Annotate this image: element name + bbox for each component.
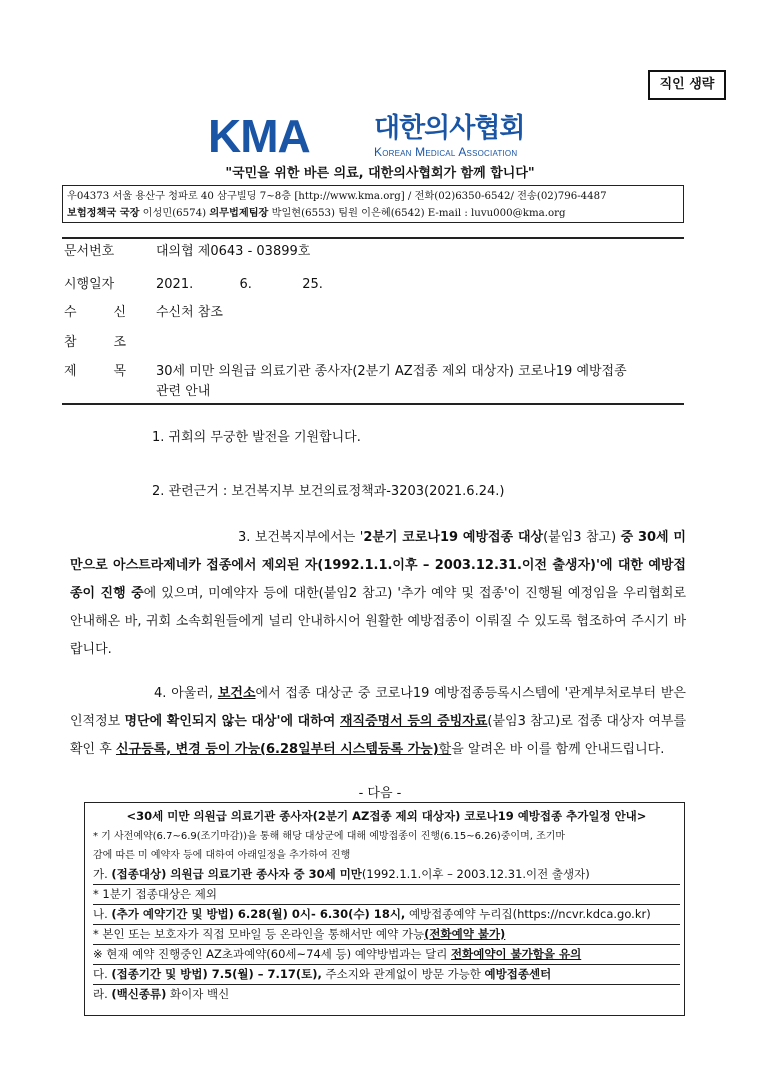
- ra-rest: 화이자 백신: [166, 987, 230, 1001]
- p4-f: 재직증명서 등의 증빙자료: [339, 714, 488, 729]
- subject-label-1: 제: [64, 364, 77, 379]
- contact-info-box: [62, 185, 684, 223]
- ra-bold: (백신종류): [111, 987, 167, 1001]
- subject-label: [64, 362, 140, 382]
- logo-english-name: [374, 145, 554, 162]
- na-bold: (추가 예약기간 및 방법) 6.28(월) 0시- 6.30(수) 18시,: [111, 907, 406, 921]
- da-bold: (접종기간 및 방법) 7.5(월) – 7.17(토),: [111, 967, 322, 981]
- date-value: [156, 275, 676, 295]
- p3-c: (붙임3 참고): [543, 530, 621, 545]
- contact-rest: 박일현(6553) 팀원 이은혜(6542) E-mail : luvu000@kma.org: [268, 208, 566, 219]
- reference-label-1: 참: [64, 335, 77, 350]
- p3-e: '에 대한 예방접종이 진행 중: [70, 558, 686, 601]
- kma-logo: [208, 110, 553, 162]
- ra-prefix: 라.: [93, 987, 112, 1001]
- p3-a: 3. 보건복지부에서는 ': [238, 530, 364, 545]
- reference-label-2: 조: [113, 335, 126, 350]
- schedule-item-ga-note: [93, 885, 680, 905]
- p3-d: 중 30세 미만으로 아스트라제네카 접종에서 제외된 자(1992.1.1.이후 – 2003.12.31.이전 출생자): [70, 530, 686, 573]
- recipient-label-2: 신: [113, 305, 126, 320]
- p4-h: 신규등록, 변경 등이 가능(6.28일부터 시스템등록 가능): [115, 742, 439, 757]
- na-note-bold: (전화예약 불가): [424, 927, 506, 941]
- logo-korean-name: 대한의사협회: [374, 113, 525, 144]
- contact-line: [67, 205, 683, 222]
- p4-b: 보건소: [217, 686, 256, 701]
- contact-name-1: 이성민(6574): [139, 208, 210, 219]
- recipient-value: 수신처 참조: [156, 305, 223, 320]
- logo-english-svg: [374, 145, 554, 159]
- schedule-item-na-note: [93, 925, 680, 945]
- ga-prefix: 가.: [93, 867, 112, 881]
- da-bold-2: 예방접종센터: [484, 967, 552, 981]
- p4-e: '에 대하여: [276, 714, 340, 729]
- logo-letters: KMA: [208, 110, 310, 162]
- contact-role-1: 보험정책국 국장: [67, 208, 140, 219]
- subject-label-2: 목: [113, 364, 126, 379]
- doc-number-label: 문서번호: [64, 244, 115, 259]
- doc-number-value: 대의협 제0643 - 03899호: [156, 244, 311, 259]
- recipient-label: [64, 303, 140, 323]
- schedule-box: [84, 802, 685, 1016]
- schedule-item-na: [93, 905, 680, 925]
- schedule-note-2: 감에 따른 미 예약자 등에 대하여 아래일정을 추가하여 진행: [93, 850, 351, 861]
- recipient-label-1: 수: [64, 305, 77, 320]
- date-label: 시행일자: [64, 277, 115, 292]
- da-prefix: 다.: [93, 967, 112, 981]
- next-heading: - 다음 -: [358, 786, 402, 801]
- ga-note: * 1분기 접종대상은 제외: [93, 887, 218, 901]
- na-note: * 본인 또는 보호자가 직접 모바일 등 온라인을 통해서만 예약 가능: [93, 927, 425, 941]
- p4-g: (붙임3 참고)로 접종 대상자 여부를 확인 후: [70, 714, 687, 757]
- paragraph-3: [70, 524, 686, 664]
- p4-c: 에서 접종 대상군 중 코로나19 예방접종등록시스템에 '관계부처로부터 받은 인적정보: [70, 686, 686, 729]
- paragraph-2: 2. 관련근거 : 보건복지부 보건의료정책과-3203(2021.6.24.): [152, 484, 505, 499]
- reference-label: [64, 333, 140, 353]
- schedule-item-ga: [93, 865, 680, 885]
- date-year: 2021.: [156, 277, 194, 292]
- p3-b: 2분기 코로나19 예방접종 대상: [363, 530, 544, 545]
- schedule-item-ra: [93, 985, 680, 1004]
- date-day: 25.: [302, 277, 323, 292]
- warning-text: ※ 현재 예약 진행중인 AZ초과예약(60세~74세 등) 예약방법과는 달리: [93, 947, 452, 961]
- schedule-warning: [93, 945, 680, 965]
- contact-role-2: 의무법제팀장: [209, 208, 269, 219]
- na-rest: 예방접종예약 누리집(https://ncvr.kdca.go.kr): [405, 907, 651, 921]
- warning-bold: 전화예약이 불가함을 유의: [451, 947, 582, 961]
- schedule-note-1: * 기 사전예약(6.7~6.9(조기마감))을 통해 해당 대상군에 대해 예방접종이 진행(6.15~6.26)중이며, 조기마: [93, 831, 566, 842]
- da-rest: 주소지와 관계없이 방문 가능한: [321, 967, 485, 981]
- divider-top: [62, 237, 684, 239]
- subject-value: [156, 362, 676, 402]
- seal-omitted-stamp: 직인 생략: [648, 70, 726, 100]
- p4-a: 4. 아울러,: [154, 686, 218, 701]
- address-line: 우04373 서울 용산구 청파로 40 삼구빌딩 7~8층 [http://www.kma.org] / 전화(02)6350-6542/ 전송(02)796-4487: [67, 191, 607, 202]
- p4-i: 함: [438, 742, 452, 757]
- schedule-title: <30세 미만 의원급 의료기관 종사자(2분기 AZ접종 제외 대상자) 코로나19 예방접종 추가일정 안내>: [126, 809, 647, 823]
- ga-bold: (접종대상) 의원급 의료기관 종사자 중 30세 미만: [111, 867, 362, 881]
- logo-english-text: Korean Medical Association: [374, 145, 518, 159]
- subject-line-1: 30세 미만 의원급 의료기관 종사자(2분기 AZ접종 제외 대상자) 코로나19 예방접종: [156, 364, 627, 379]
- schedule-item-da: [93, 965, 680, 985]
- date-month: 6.: [239, 277, 252, 292]
- ga-rest: (1992.1.1.이후 – 2003.12.31.이전 출생자): [361, 867, 590, 881]
- slogan: "국민을 위한 바른 의료, 대한의사협회가 함께 합니다": [225, 166, 535, 181]
- paragraph-1: 1. 귀회의 무궁한 발전을 기원합니다.: [152, 430, 361, 445]
- p3-f: 에 있으며, 미예약자 등에 대한(붙임2 참고) '추가 예약 및 접종'이 진행될 예정임을 우리협회로 안내해온 바, 귀회 소속회원들에게 널리 안내하시어 원활한 예방접종이 이뤄질 수 있도록 협조하여 주시기 바랍니다.: [70, 586, 686, 657]
- na-prefix: 나.: [93, 907, 112, 921]
- p4-d: 명단에 확인되지 않는 대상: [124, 714, 277, 729]
- paragraph-4: [70, 680, 686, 764]
- divider-bottom: [62, 403, 684, 405]
- p4-j: 을 알려온 바 이를 함께 안내드립니다.: [451, 742, 665, 757]
- subject-line-2: 관련 안내: [156, 384, 211, 399]
